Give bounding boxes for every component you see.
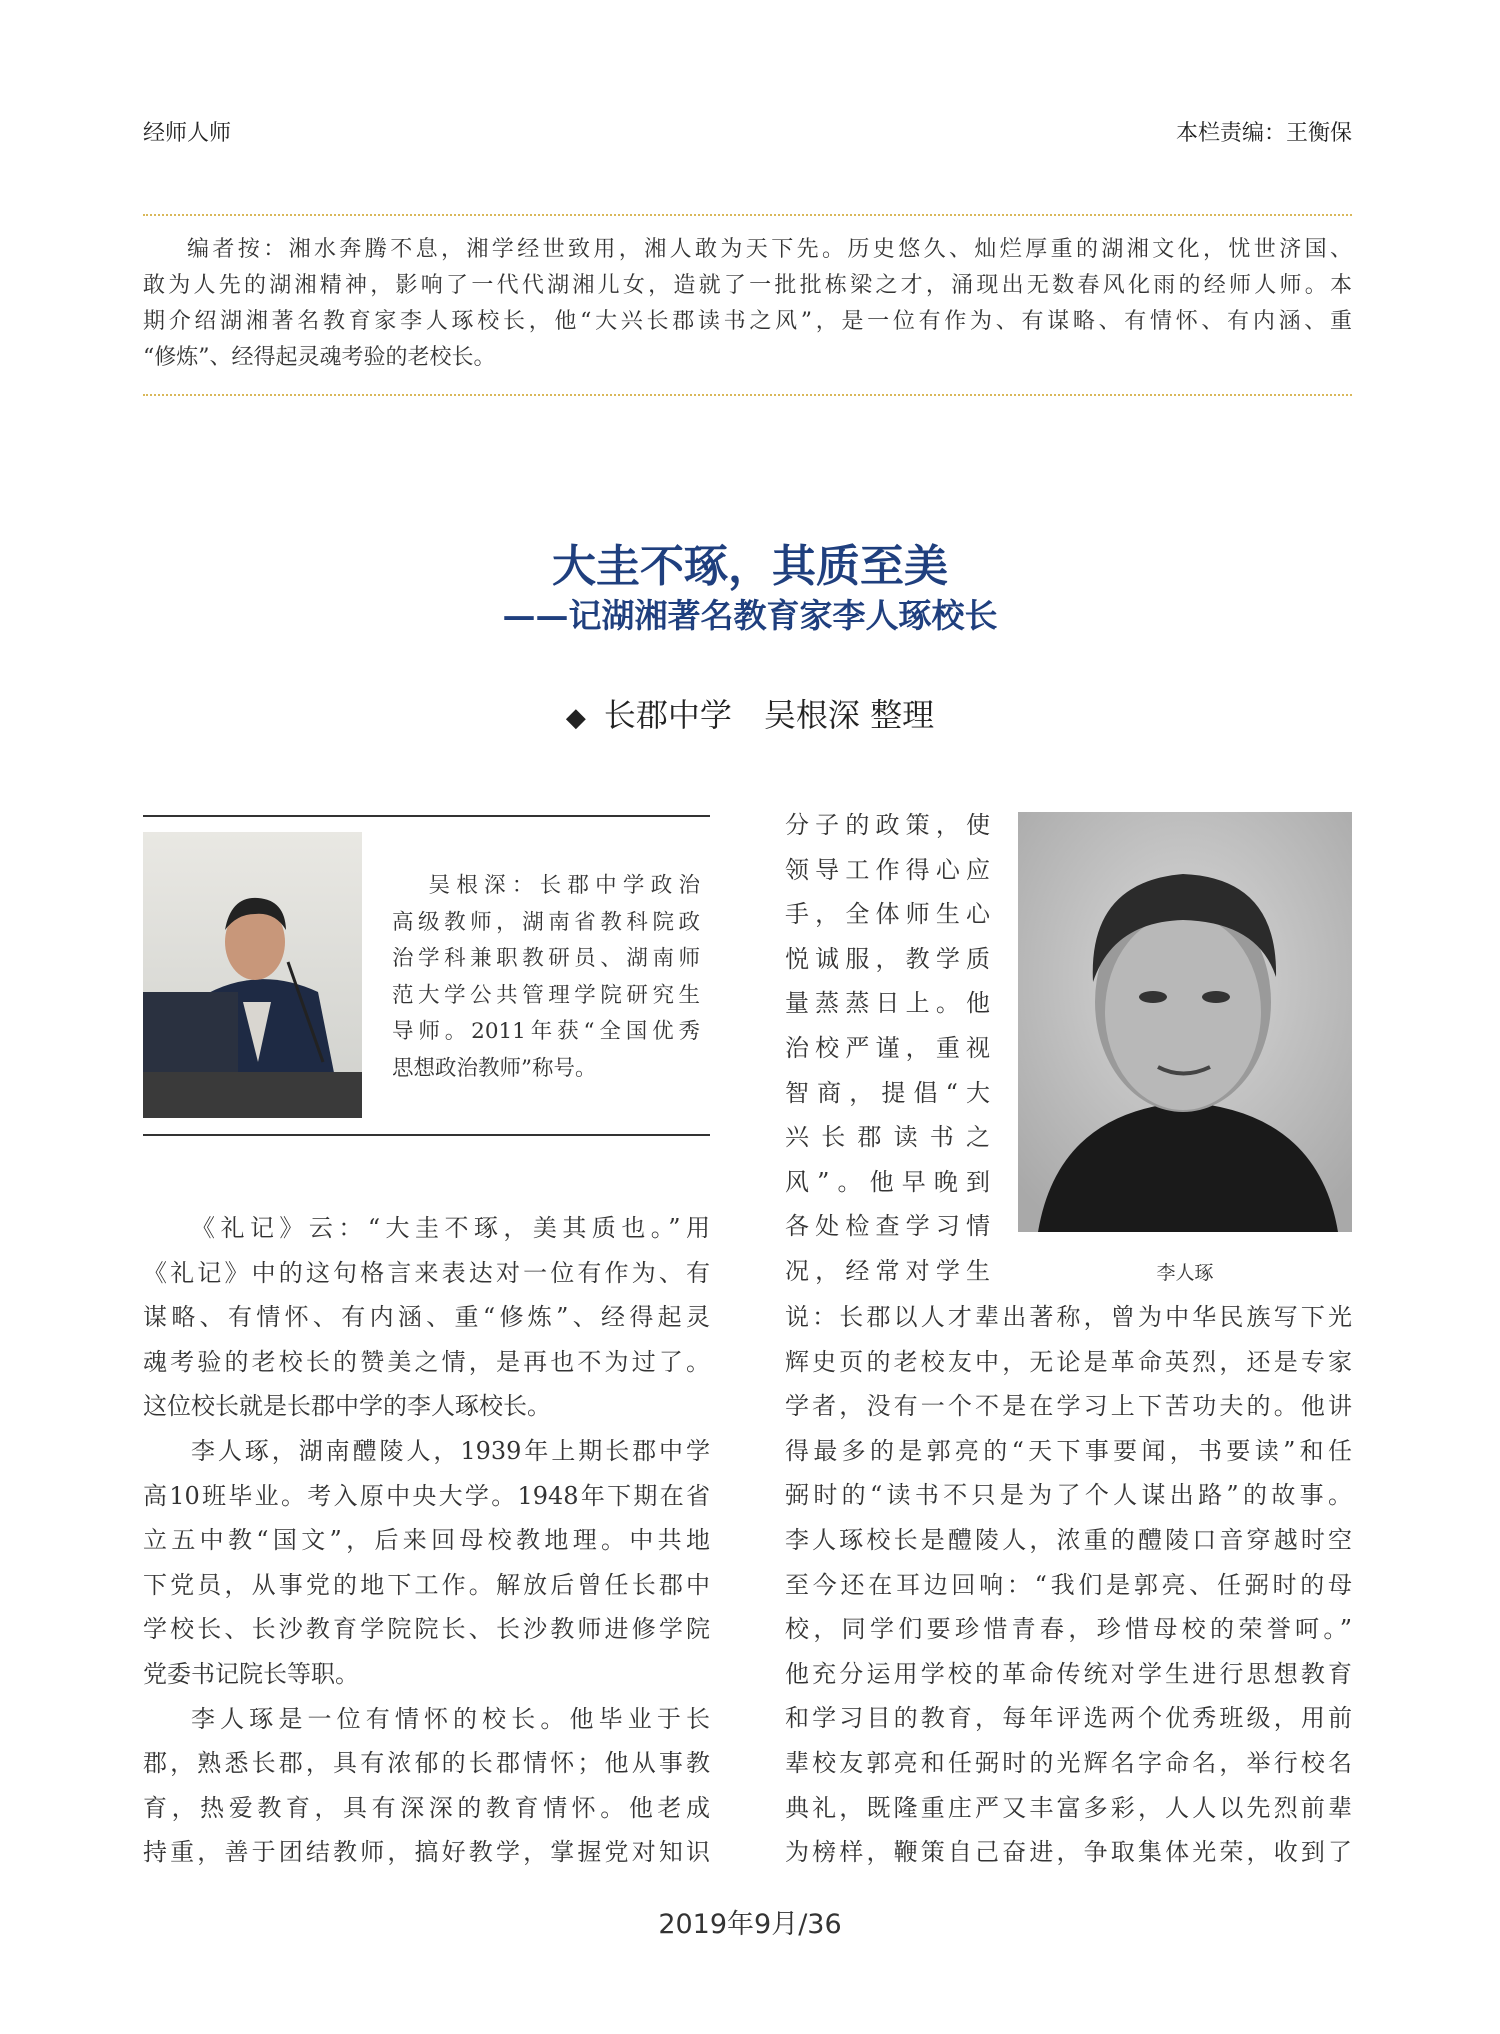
text-line: 至今还在耳边回响：“我们是郭亮、任弼时的母 [785, 1570, 1352, 1599]
text-line: 治校严谨，重视 [785, 1033, 990, 1062]
article-title: 大圭不琢，其质至美 [552, 541, 948, 592]
text-line: 辈校友郭亮和任弼时的光辉名字命名，举行校名 [785, 1748, 1352, 1777]
text-line: 《礼记》中的这句格言来表达对一位有作为、有 [143, 1258, 710, 1287]
text-line: 悦诚服，教学质 [785, 944, 990, 973]
text-line: 育，热爱教育，具有深深的教育情怀。他老成 [143, 1793, 710, 1822]
text-line: 说：长郡以人才辈出著称，曾为中华民族写下光 [785, 1303, 1352, 1331]
text-line: 《礼记》云：“大圭不琢，美其质也。”用 [191, 1214, 710, 1242]
column-editor: 本栏责编：王衡保 [1175, 121, 1352, 146]
divider [143, 214, 1352, 216]
text-line: 持重，善于团结教师，搞好教学，掌握党对知识 [143, 1838, 710, 1867]
text-line: 手，全体师生心 [785, 900, 990, 929]
portrait-photo [1018, 812, 1352, 1232]
editor-note [143, 232, 1352, 376]
text-line: 兴长郡读书之 [785, 1123, 990, 1152]
text-line: 领导工作得心应 [785, 855, 990, 884]
text-line: 导师。2011年获“全国优秀 [392, 1019, 700, 1044]
text-line: 辉史页的老校友中，无论是革命英烈，还是专家 [785, 1347, 1352, 1376]
text-line: 学校长、长沙教育学院院长、长沙教师进修学院 [143, 1615, 710, 1644]
left-column [143, 1206, 710, 1875]
page-footer: 2019年9月/36 [658, 1909, 842, 1940]
text-line: 分子的政策，使 [785, 811, 990, 839]
article-subtitle: ——记湖湘著名教育家李人琢校长 [502, 596, 998, 635]
text-line: 谋略、有情怀、有内涵、重“修炼”、经得起灵 [143, 1303, 710, 1332]
portrait-caption: 李人琢 [1156, 1262, 1214, 1284]
text-line: 风”。他早晚到 [785, 1167, 990, 1196]
text-line: “修炼”、经得起灵魂考验的老校长。 [143, 345, 496, 370]
text-line: 李人琢校长是醴陵人，浓重的醴陵口音穿越时空 [785, 1525, 1352, 1554]
text-line: 校，同学们要珍惜青春，珍惜母校的荣誉呵。” [785, 1615, 1352, 1644]
text-line: 党委书记院长等职。 [143, 1659, 359, 1688]
section-name: 经师人师 [143, 121, 232, 146]
author-bio [392, 868, 700, 1087]
text-line: 典礼，既隆重庄严又丰富多彩，人人以先烈前辈 [785, 1793, 1352, 1822]
right-column [785, 1295, 1352, 1875]
text-line: 得最多的是郭亮的“天下事要闻，书要读”和任 [785, 1436, 1352, 1465]
text-line: 为榜样，鞭策自己奋进，争取集体光荣，收到了 [785, 1838, 1352, 1867]
bio-bottom-rule [143, 1134, 710, 1136]
text-line: 郡，熟悉长郡，具有浓郁的长郡情怀；他从事教 [143, 1749, 710, 1778]
byline [0, 690, 1500, 736]
text-line: 高级教师，湖南省教科院政 [392, 909, 700, 935]
text-line: 立五中教“国文”，后来回母校教地理。中共地 [143, 1526, 710, 1555]
text-line: 和学习目的教育，每年评选两个优秀班级，用前 [785, 1704, 1352, 1733]
text-line: 这位校长就是长郡中学的李人琢校长。 [143, 1392, 551, 1421]
text-line: 他充分运用学校的革命传统对学生进行思想教育 [785, 1659, 1352, 1688]
bio-name: 吴根深： [428, 873, 540, 898]
text-line: 各处检查学习情 [785, 1212, 990, 1241]
text-line: 弼时的“读书不只是为了个人谋出路”的故事。 [785, 1481, 1352, 1510]
text-line: 量蒸蒸日上。他 [785, 989, 990, 1018]
text-line: 魂考验的老校长的赞美之情，是再也不为过了。 [143, 1347, 710, 1376]
author-photo [143, 832, 362, 1118]
text-line: 范大学公共管理学院研究生 [392, 982, 700, 1008]
text-line: 智商，提倡“大 [785, 1078, 990, 1107]
text-line: 李人琢，湖南醴陵人，1939年上期长郡中学 [191, 1436, 710, 1465]
text-line: 编者按：湘水奔腾不息，湘学经世致用，湘人敢为天下先。历史悠久、灿烂厚重的湖湘文化，忧世济国、 [187, 237, 1352, 262]
text-line: 况，经常对学生 [785, 1256, 990, 1285]
bio-text: 长郡中学政治 [539, 873, 700, 898]
right-narrow-column [785, 803, 990, 1294]
text-line: 学者，没有一个不是在学习上下苦功夫的。他讲 [785, 1392, 1352, 1421]
divider [143, 394, 1352, 396]
text-line: 思想政治教师”称号。 [392, 1055, 597, 1081]
text-line: 敢为人先的湖湘精神，影响了一代代湖湘儿女，造就了一批批栋梁之才，涌现出无数春风化雨的经师人师。本 [143, 273, 1352, 298]
text-line: 高10班毕业。考入原中央大学。1948年下期在省 [143, 1481, 710, 1510]
text-line: 期介绍湖湘著名教育家李人琢校长，他“大兴长郡读书之风”，是一位有作为、有谋略、有情怀、有内涵、重 [143, 309, 1352, 334]
diamond-icon: ◆ [565, 703, 586, 733]
text-line: 治学科兼职教研员、湖南师 [392, 946, 700, 971]
bio-top-rule [143, 815, 710, 817]
byline-text: 长郡中学 吴根深 整理 [603, 696, 935, 734]
text-line: 李人琢是一位有情怀的校长。他毕业于长 [191, 1704, 710, 1733]
text-line: 下党员，从事党的地下工作。解放后曾任长郡中 [143, 1570, 710, 1599]
text-line [392, 868, 700, 905]
